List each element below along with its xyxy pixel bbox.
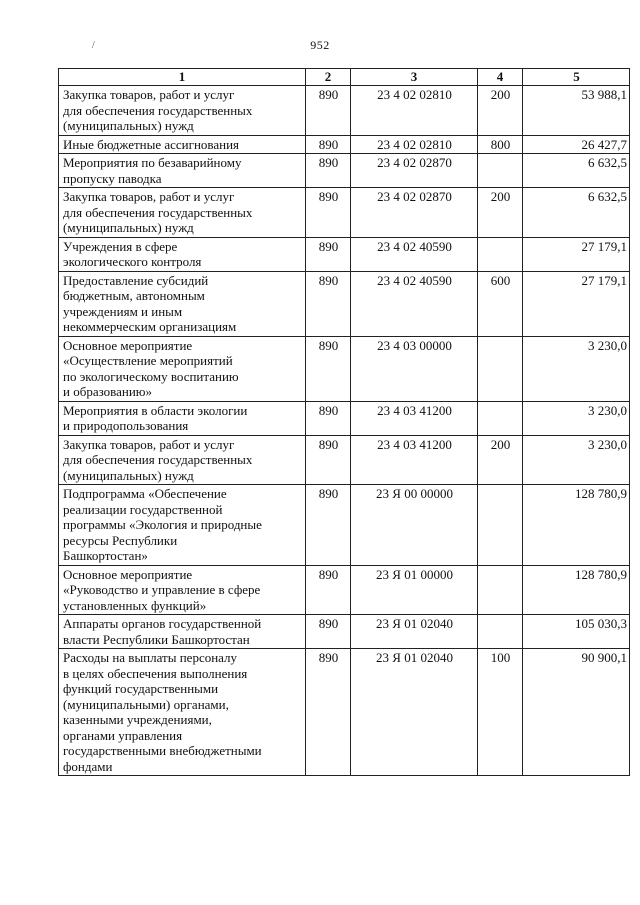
scan-mark: / xyxy=(92,40,95,51)
cell-expense-type xyxy=(478,485,523,566)
cell-target-article: 23 4 02 02870 xyxy=(351,154,478,188)
header-col-4: 4 xyxy=(478,69,523,86)
cell-ministry-code: 890 xyxy=(306,86,351,136)
cell-expense-type: 200 xyxy=(478,435,523,485)
cell-amount: 6 632,5 xyxy=(523,154,630,188)
page-number: 952 xyxy=(310,38,330,52)
table-header-row xyxy=(59,69,630,86)
table-row xyxy=(59,615,630,649)
cell-ministry-code: 890 xyxy=(306,188,351,238)
cell-ministry-code: 890 xyxy=(306,401,351,435)
table-row xyxy=(59,237,630,271)
table-row xyxy=(59,336,630,401)
cell-ministry-code: 890 xyxy=(306,271,351,336)
cell-amount: 128 780,9 xyxy=(523,565,630,615)
cell-amount: 3 230,0 xyxy=(523,435,630,485)
cell-name: Мероприятия в области экологии и природопользования xyxy=(59,401,306,435)
cell-name: Расходы на выплаты персоналу в целях обеспечения выполнения функций государственными (муниципальными) органами, казенными учреждениями, органами управления государственными внебюджетными фондами xyxy=(59,649,306,776)
cell-expense-type: 800 xyxy=(478,135,523,154)
cell-amount: 6 632,5 xyxy=(523,188,630,238)
cell-ministry-code: 890 xyxy=(306,485,351,566)
cell-expense-type: 600 xyxy=(478,271,523,336)
cell-name: Основное мероприятие «Осуществление мероприятий по экологическому воспитанию и образованию» xyxy=(59,336,306,401)
table-row xyxy=(59,188,630,238)
cell-target-article: 23 Я 01 02040 xyxy=(351,615,478,649)
cell-amount: 27 179,1 xyxy=(523,237,630,271)
cell-name: Закупка товаров, работ и услуг для обеспечения государственных (муниципальных) нужд xyxy=(59,435,306,485)
cell-name: Аппараты органов государственной власти Республики Башкортостан xyxy=(59,615,306,649)
cell-expense-type: 200 xyxy=(478,86,523,136)
table-row xyxy=(59,435,630,485)
cell-amount: 26 427,7 xyxy=(523,135,630,154)
table-row xyxy=(59,649,630,776)
cell-target-article: 23 4 02 02810 xyxy=(351,135,478,154)
cell-amount: 3 230,0 xyxy=(523,336,630,401)
cell-name: Мероприятия по безаварийному пропуску паводка xyxy=(59,154,306,188)
cell-expense-type: 100 xyxy=(478,649,523,776)
cell-expense-type xyxy=(478,237,523,271)
table-row xyxy=(59,135,630,154)
cell-name: Иные бюджетные ассигнования xyxy=(59,135,306,154)
cell-target-article: 23 4 03 41200 xyxy=(351,435,478,485)
header-col-2: 2 xyxy=(306,69,351,86)
table-row xyxy=(59,154,630,188)
cell-amount: 128 780,9 xyxy=(523,485,630,566)
cell-expense-type xyxy=(478,565,523,615)
table-row xyxy=(59,271,630,336)
cell-target-article: 23 Я 00 00000 xyxy=(351,485,478,566)
cell-target-article: 23 4 02 02870 xyxy=(351,188,478,238)
cell-name: Закупка товаров, работ и услуг для обеспечения государственных (муниципальных) нужд xyxy=(59,188,306,238)
table-row xyxy=(59,565,630,615)
cell-target-article: 23 4 02 40590 xyxy=(351,271,478,336)
cell-name: Подпрограмма «Обеспечение реализации государственной программы «Экология и природные ресурсы Республики Башкортостан» xyxy=(59,485,306,566)
cell-ministry-code: 890 xyxy=(306,649,351,776)
header-col-1: 1 xyxy=(59,69,306,86)
cell-ministry-code: 890 xyxy=(306,135,351,154)
budget-table xyxy=(58,68,630,776)
cell-ministry-code: 890 xyxy=(306,615,351,649)
cell-ministry-code: 890 xyxy=(306,154,351,188)
header-col-3: 3 xyxy=(351,69,478,86)
cell-expense-type: 200 xyxy=(478,188,523,238)
cell-name: Учреждения в сфере экологического контроля xyxy=(59,237,306,271)
cell-target-article: 23 Я 01 00000 xyxy=(351,565,478,615)
cell-expense-type xyxy=(478,336,523,401)
cell-name: Предоставление субсидий бюджетным, автономным учреждениям и иным некоммерческим организациям xyxy=(59,271,306,336)
table-body xyxy=(59,86,630,776)
cell-ministry-code: 890 xyxy=(306,435,351,485)
cell-ministry-code: 890 xyxy=(306,565,351,615)
cell-target-article: 23 4 03 41200 xyxy=(351,401,478,435)
cell-amount: 53 988,1 xyxy=(523,86,630,136)
cell-expense-type xyxy=(478,154,523,188)
cell-ministry-code: 890 xyxy=(306,237,351,271)
table-row xyxy=(59,86,630,136)
cell-expense-type xyxy=(478,615,523,649)
table-row xyxy=(59,485,630,566)
cell-target-article: 23 4 03 00000 xyxy=(351,336,478,401)
cell-target-article: 23 4 02 02810 xyxy=(351,86,478,136)
cell-amount: 27 179,1 xyxy=(523,271,630,336)
table-row xyxy=(59,401,630,435)
cell-target-article: 23 Я 01 02040 xyxy=(351,649,478,776)
header-col-5: 5 xyxy=(523,69,630,86)
cell-amount: 3 230,0 xyxy=(523,401,630,435)
cell-name: Основное мероприятие «Руководство и управление в сфере установленных функций» xyxy=(59,565,306,615)
cell-ministry-code: 890 xyxy=(306,336,351,401)
cell-amount: 90 900,1 xyxy=(523,649,630,776)
cell-amount: 105 030,3 xyxy=(523,615,630,649)
cell-expense-type xyxy=(478,401,523,435)
cell-target-article: 23 4 02 40590 xyxy=(351,237,478,271)
cell-name: Закупка товаров, работ и услуг для обеспечения государственных (муниципальных) нужд xyxy=(59,86,306,136)
